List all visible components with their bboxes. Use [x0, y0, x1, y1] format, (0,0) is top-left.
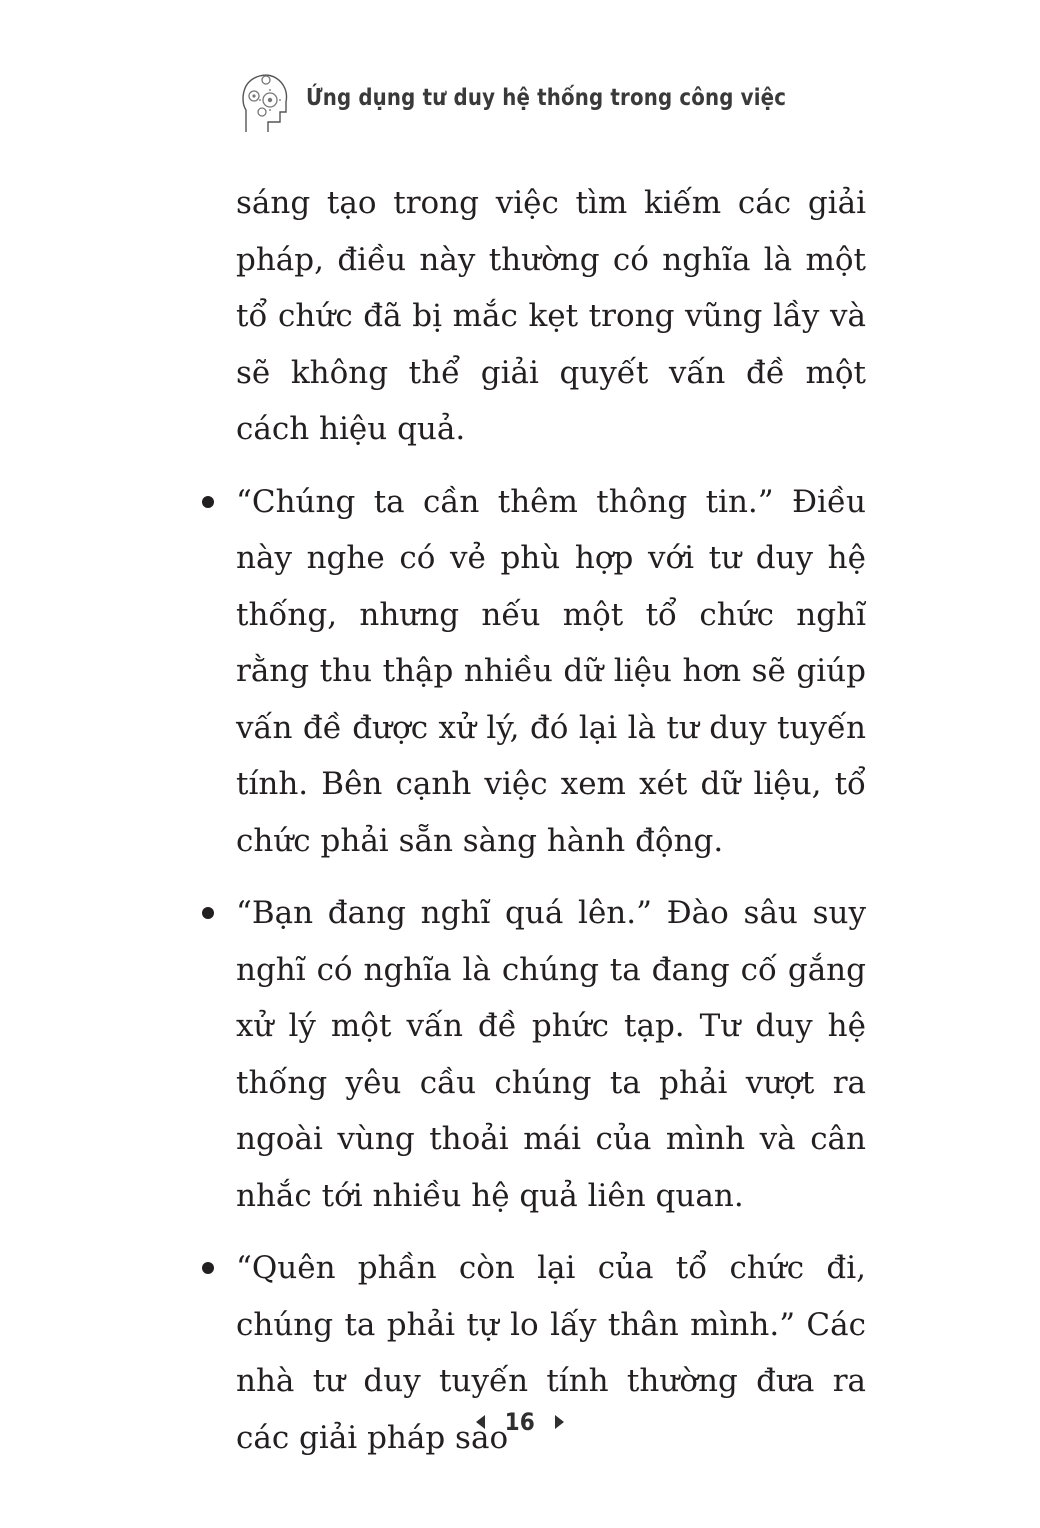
bullet-item — [236, 885, 866, 1224]
book-title: Ứng dụng tư duy hệ thống trong công việc — [306, 85, 787, 111]
bullet-item — [236, 474, 866, 870]
head-with-gears-icon — [240, 70, 292, 134]
bullet-dot-icon — [202, 496, 214, 508]
bullet-text: “Quên phần còn lại của tổ chức đi, chúng ta phải tự lo lấy thân mình.” Các nhà tư duy tuyến tính thường đưa ra các giải pháp sao — [236, 1250, 866, 1456]
intro-paragraph: sáng tạo trong việc tìm kiếm các giải pháp, điều này thường có nghĩa là một tổ chức đã bị mắc kẹt trong vũng lầy và sẽ không thể giải quyết vấn đề một cách hiệu quả. — [236, 185, 866, 447]
page-number: 16 — [504, 1408, 536, 1436]
bullet-text: “Bạn đang nghĩ quá lên.” Đào sâu suy nghĩ có nghĩa là chúng ta đang cố gắng xử lý một vấn đề phức tạp. Tư duy hệ thống yêu cầu chúng ta phải vượt ra ngoài vùng thoải mái của mình và cân nhắc tới nhiều hệ quả liên quan. — [236, 895, 866, 1214]
triangle-right-icon — [555, 1415, 564, 1429]
page-body — [236, 175, 866, 1482]
running-header — [240, 70, 864, 134]
page-footer — [0, 1408, 1040, 1436]
bullet-dot-icon — [202, 907, 214, 919]
bullet-text: “Chúng ta cần thêm thông tin.” Điều này nghe có vẻ phù hợp với tư duy hệ thống, nhưng nếu một tổ chức nghĩ rằng thu thập nhiều dữ liệu hơn sẽ giúp vấn đề được xử lý, đó lại là tư duy tuyến tính. Bên cạnh việc xem xét dữ liệu, tổ chức phải sẵn sàng hành động. — [236, 483, 866, 859]
triangle-left-icon — [476, 1415, 485, 1429]
bullet-dot-icon — [202, 1262, 214, 1274]
